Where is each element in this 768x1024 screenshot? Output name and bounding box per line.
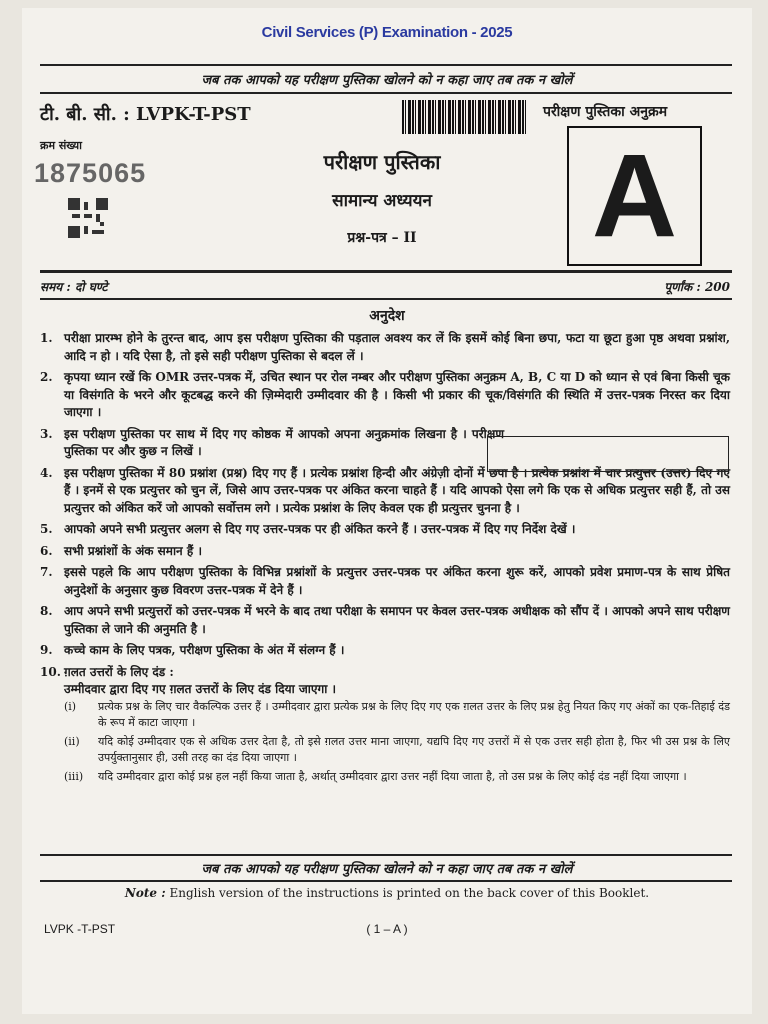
divider xyxy=(40,880,732,882)
instruction-item: 5. आपको अपने सभी प्रत्युत्तर अलग से दिए गए उत्तर-पत्रक पर ही अंकित करने हैं । उत्तर-पत्रक में दिए गए निर्देश देखें । xyxy=(40,522,576,536)
instruction-item: 4. इस परीक्षण पुस्तिका में 80 प्रश्नांश (प्रश्न) दिए गए हैं । प्रत्येक प्रश्नांश हिन्दी और अंग्रेज़ी दोनों में छपा है । प्रत्येक प्रश्नांश में चार प्रत्युत्तर (उत्तर) दिए गए हैं । इनमें से एक प्रत्युत्तर को चुन लें, जिसे आप उत्तर-पत्रक पर अंकित करना चाहते हैं । यदि आपको ऐसा लगे कि एक से अधिक प्रत्युत्तर सही हैं, तो उस प्रत्युत्तर को अंकित करें जो आपको सर्वोत्तम लगे । प्रत्येक प्रश्नांश के लिए केवल एक ही प्रत्युत्तर चुनना है । xyxy=(40,465,730,515)
bottom-warning: जब तक आपको यह परीक्षण पुस्तिका खोलने को न कहा जाए तब तक न खोलें xyxy=(201,862,573,877)
instruction-item: 8. आप अपने सभी प्रत्युत्तरों को उत्तर-पत्रक में भरने के बाद तथा परीक्षा के समापन पर केवल उत्तर-पत्रक अधीक्षक को सौंप दें । आपको अपने साथ परीक्षण पुस्तिका ले जाने की अनुमति है । xyxy=(40,604,730,636)
serial-number: 1875065 xyxy=(34,158,147,188)
instruction-item: 6. सभी प्रश्नांशों के अंक समान हैं । xyxy=(40,543,202,558)
footer-code: LVPK -T-PST xyxy=(44,922,116,936)
instruction-item: 3. इस परीक्षण पुस्तिका पर साथ में दिए गए कोष्ठक में आपको अपना अनुक्रमांक लिखना है । परीक्षण पुस्तिका पर और कुछ न लिखें । xyxy=(40,426,504,458)
penalty-rule: (ii) यदि कोई उम्मीदवार एक से अधिक उत्तर देता है, तो इसे ग़लत उत्तर माना जाएगा, यद्यपि दिए गए उत्तरों में से एक उत्तर सही होता है, फिर भी उस प्रश्न के लिए उपर्युक्तानुसार ही, उसी तरह का दंड दिया जाएगा । xyxy=(64,734,730,764)
instruction-item: 7. इससे पहले कि आप परीक्षण पुस्तिका के विभिन्न प्रश्नांशों के प्रत्युत्तर उत्तर-पत्रक पर अंकित करना शुरू करें, आपको प्रवेश प्रमाण-पत्र के साथ प्रेषित अनुदेशों के अनुसार कुछ विवरण उत्तर-पत्रक में देने हैं । xyxy=(40,565,730,597)
serial-number-label: क्रम संख्या xyxy=(40,139,82,152)
exam-title: Civil Services (P) Examination - 2025 xyxy=(261,24,513,41)
qr-code-icon xyxy=(68,198,108,238)
english-version-note: Note : English version of the instructions is printed on the back cover of this Booklet. xyxy=(124,886,650,900)
penalty-heading: उम्मीदवार द्वारा दिए गए ग़लत उत्तरों के लिए दंड दिया जाएगा । xyxy=(64,682,337,696)
booklet-series-letter: A xyxy=(567,126,702,266)
instructions-list xyxy=(40,330,730,788)
instruction-item: 9. कच्चे काम के लिए पत्रक, परीक्षण पुस्तिका के अंत में संलग्न हैं । xyxy=(40,643,345,657)
instruction-item: 10. ग़लत उत्तरों के लिए दंड : xyxy=(40,664,174,679)
paper-title: प्रश्न-पत्र – II xyxy=(347,230,417,246)
top-warning: जब तक आपको यह परीक्षण पुस्तिका खोलने को न कहा जाए तब तक न खोलें xyxy=(201,73,573,88)
instruction-item: 1. परीक्षा प्रारम्भ होने के तुरन्त बाद, आप इस परीक्षण पुस्तिका की पड़ताल अवश्य कर लें कि इसमें कोई बिना छपा, फटा या छूटा हुआ पृष्ठ अथवा प्रश्नांश, आदि न हो । यदि ऐसा है, तो इसे सही परीक्षण पुस्तिका से बदल लें । xyxy=(40,331,730,363)
divider xyxy=(40,270,732,273)
max-marks: पूर्णांक : 200 xyxy=(664,280,730,294)
divider xyxy=(40,298,732,300)
barcode-icon xyxy=(402,100,527,134)
divider xyxy=(40,92,732,94)
subject-title: सामान्य अध्ययन xyxy=(332,191,432,211)
instruction-item: 2. कृपया ध्यान रखें कि OMR उत्तर-पत्रक में, उचित स्थान पर रोल नम्बर और परीक्षण पुस्तिका अनुक्रम A, B, C या D को ध्यान से एवं बिना किसी चूक या विसंगति के भरने और कूटबद्ध करने की ज़िम्मेदारी उम्मीदवार की है । किसी भी प्रकार की चूक/विसंगति की स्थिति में उत्तर-पत्रक निरस्त कर दिया जाएगा । xyxy=(40,370,730,419)
roll-number-box[interactable] xyxy=(487,436,729,472)
booklet-title: परीक्षण पुस्तिका xyxy=(323,150,441,174)
booklet-sequence-label: परीक्षण पुस्तिका अनुक्रम xyxy=(543,104,668,120)
divider xyxy=(40,64,732,66)
time-allowed: समय : दो घण्टे xyxy=(40,280,108,294)
question-booklet-cover xyxy=(22,8,752,1014)
divider xyxy=(40,854,732,856)
page-number: ( 1 – A ) xyxy=(366,922,408,936)
tbc-code: टी. बी. सी. : LVPK-T-PST xyxy=(40,104,251,125)
instructions-heading: अनुदेश xyxy=(369,308,405,324)
penalty-rule: (i) प्रत्येक प्रश्न के लिए चार वैकल्पिक उत्तर हैं । उम्मीदवार द्वारा प्रत्येक प्रश्न के लिए दिए गए एक ग़लत उत्तर के लिए प्रश्न हेतु नियत किए गए अंकों का एक-तिहाई दंड के रूप में काटा जाएगा । xyxy=(64,699,730,729)
penalty-rule: (iii) यदि उम्मीदवार द्वारा कोई प्रश्न हल नहीं किया जाता है, अर्थात् उम्मीदवार द्वारा उत्तर नहीं दिया जाता है, तो उस प्रश्न के लिए कोई दंड नहीं दिया जाएगा । xyxy=(64,769,687,783)
